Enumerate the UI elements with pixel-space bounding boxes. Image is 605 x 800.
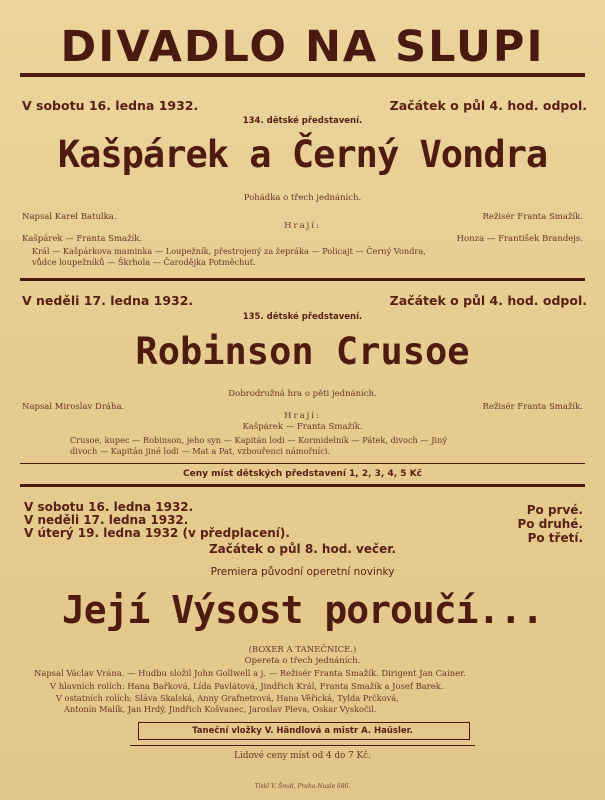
show1-cast-line: Král — Kašpárkova maminka — Loupežník, přestrojený za žepráka — Policajt — Černý Vondra, (32, 246, 426, 256)
show1-cast-honza: Honza — František Brandejs. (456, 234, 583, 244)
title-rule (20, 73, 585, 77)
show2-cast-lead: Kašpárek — Franta Smažík. (242, 422, 363, 432)
show2-date: V neděli 17. ledna 1932. (22, 293, 194, 308)
show2-author: Napsal Miroslav Dráha. (22, 402, 125, 412)
show2-cast-heading: Hrají: (284, 411, 321, 421)
show3-premiere: Premiera původní operetní novinky (210, 566, 395, 578)
show1-start: Začátek o půl 4. hod. odpol. (389, 98, 587, 113)
show2-prices: Ceny míst dětských představení 1, 2, 3, 4, 5 Kč (182, 469, 423, 479)
show3-order-1: Po prvé. (526, 503, 583, 517)
show3-date-3: V úterý 19. ledna 1932 (v předplacení). (24, 526, 290, 540)
show1-director: Režisér Franta Smažík. (482, 212, 583, 222)
show3-date-1: V sobotu 16. ledna 1932. (24, 500, 194, 514)
show3-date-2: V neděli 17. ledna 1932. (24, 513, 189, 527)
show3-credits: Napsal Václav Vrána. — Hudbu složil John Gollwell a j. — Režisér Franta Smažík. Dirigent Jan Cainer. (34, 668, 466, 678)
show2-genre: Dobrodružná hra o pěti jednáních. (228, 389, 377, 399)
show3-genre: Opereta o třech jednáních. (244, 656, 361, 666)
show3-main-roles: V hlavních rolích: Hana Bařková, Lída Pavlátová, Jindřich Král, Franta Smažík a Josef Barek. (50, 681, 444, 691)
show2-cast-line: Crusoe, kupec — Robinson, jeho syn — Kapitán lodi — Kormidelník — Pátek, divoch — Jiný (70, 435, 448, 445)
show3-order-3: Po třetí. (527, 531, 583, 545)
prices-rule (130, 745, 475, 746)
show3-order-2: Po druhé. (517, 517, 583, 531)
show3-prices: Lidové ceny míst od 4 do 7 Kč. (234, 751, 371, 761)
show1-cast-heading: Hrají: (284, 221, 321, 231)
show1-author: Napsal Karel Batulka. (22, 212, 117, 222)
show1-number: 134. dětské představení. (242, 116, 363, 126)
show3-other-roles: V ostatních rolích: Sláva Skalská, Anny Grafnetrová, Hana Věřická, Tylda Prčková, (56, 693, 399, 703)
show1-date: V sobotu 16. ledna 1932. (22, 98, 199, 113)
prices-rule-top (20, 463, 585, 464)
section-rule (20, 278, 585, 281)
poster-title: DIVADLO NA SLUPI (60, 22, 545, 72)
show1-cast-line: vůdce loupežníků — Škrhola — Čarodějka Potměchuť. (32, 257, 256, 267)
show2-number: 135. dětské představení. (242, 312, 363, 322)
show3-subtitle: (BOXER A TANEČNICE.) (248, 645, 357, 655)
show3-dance: Taneční vložky V. Händlová a mistr A. Haüsler. (192, 726, 413, 736)
show2-start: Začátek o půl 4. hod. odpol. (389, 293, 587, 308)
show1-title: Kašpárek a Černý Vondra (57, 133, 548, 176)
printer-credit: Tiskl V. Šmíd, Praha-Nusle 686. (254, 783, 351, 790)
show1-cast-lead: Kašpárek — Franta Smažík. (22, 234, 143, 244)
show2-cast-line: divoch — Kapitán jiné lodi — Mat a Pat, vzbouřenci námořníci. (70, 446, 331, 456)
show3-other-roles: Antonín Malík, Jan Hrdý, Jindřich Košvanec, Jaroslav Pleva, Oskar Vyskočil. (64, 704, 377, 714)
show2-title: Robinson Crusoe (135, 330, 470, 373)
show3-title: Její Výsost poroučí... (61, 588, 544, 632)
show1-genre: Pohádka o třech jednáních. (243, 193, 362, 203)
show2-director: Režisér Franta Smažík. (482, 402, 583, 412)
section-rule (20, 484, 585, 487)
show3-start: Začátek o půl 8. hod. večer. (208, 542, 397, 556)
